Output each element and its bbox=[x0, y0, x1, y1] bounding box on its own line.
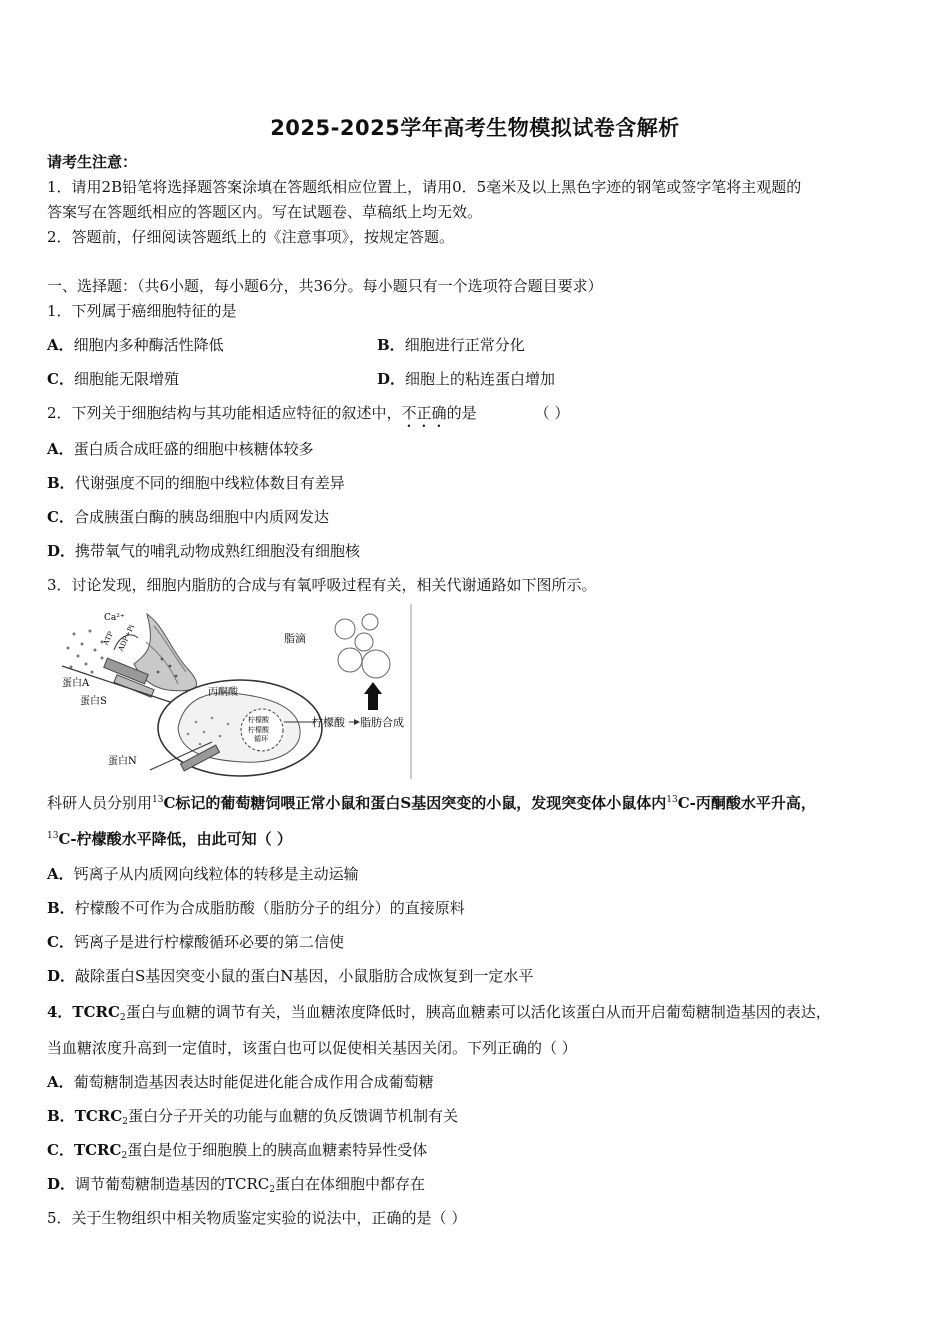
option-text: 细胞进行正常分化 bbox=[404, 336, 525, 354]
q3-body1-a: 科研人员分别用 bbox=[47, 794, 153, 812]
q1-stem: 1．下列属于癌细胞特征的是 bbox=[47, 302, 237, 320]
option-text: 携带氧气的哺乳动物成熟红细胞没有细胞核 bbox=[75, 542, 361, 560]
option-text-b: 蛋白是位于细胞膜上的胰高血糖素特异性受体 bbox=[127, 1141, 428, 1159]
option-label: B． bbox=[47, 899, 75, 917]
section-heading: 一、选择题：（共6小题，每小题6分，共36分。每小题只有一个选项符合题目要求） bbox=[47, 277, 603, 295]
option-label: A． bbox=[47, 1073, 74, 1091]
q3-body-line-2 bbox=[47, 829, 292, 849]
option-label: C． bbox=[47, 370, 74, 388]
option-label: C． bbox=[47, 1141, 74, 1159]
q4-option-d bbox=[47, 1174, 425, 1194]
option-text-b: 蛋白在体细胞中都存在 bbox=[275, 1175, 426, 1193]
q5-stem: 5．关于生物组织中相关物质鉴定实验的说法中，正确的是（ ） bbox=[47, 1209, 467, 1227]
citrate-outer-label: 柠檬酸 bbox=[312, 716, 345, 729]
option-text: 柠檬酸不可作为合成脂肪酸（脂肪分子的组分）的直接原料 bbox=[74, 899, 465, 917]
q2-stem-pre: 2．下列关于细胞结构与其功能相适应特征的叙述中， bbox=[47, 404, 402, 422]
q4-stem-line-2: 当血糖浓度升高到一定值时，该蛋白也可以促使相关基因关闭。下列正确的（ ） bbox=[47, 1039, 577, 1057]
option-text-a: TCRC bbox=[73, 1141, 122, 1159]
subscript: 2 bbox=[121, 1151, 128, 1161]
adp-label: ADP+Pi bbox=[116, 623, 137, 653]
option-text: 细胞上的粘连蛋白增加 bbox=[405, 370, 556, 388]
mitochondrion bbox=[158, 680, 322, 776]
isotope-superscript: 13 bbox=[666, 795, 678, 805]
notice-item-2: 2．答题前，仔细阅读答题纸上的《注意事项》，按规定答题。 bbox=[47, 228, 455, 246]
atp-label: ATP bbox=[101, 630, 116, 647]
protein-s-label: 蛋白S bbox=[80, 696, 107, 707]
q2-stem bbox=[47, 403, 569, 431]
cycle-label-line2: 循环 bbox=[254, 735, 268, 743]
option-text: 钙离子从内质网向线粒体的转移是主动运输 bbox=[73, 865, 359, 883]
q1-option-b bbox=[377, 335, 525, 355]
q2-stem-post: 的是 bbox=[446, 404, 477, 422]
q2-emphasis: 不正确 bbox=[401, 404, 447, 422]
q4-option-b bbox=[47, 1106, 458, 1126]
subscript: 2 bbox=[119, 1013, 126, 1023]
option-text-b: 蛋白分子开关的功能与血糖的负反馈调节机制有关 bbox=[127, 1107, 458, 1125]
option-label: D． bbox=[377, 370, 406, 388]
option-label: D． bbox=[47, 967, 76, 985]
q4-l1-b: 蛋白与血糖的调节有关，当血糖浓度降低时，胰高血糖素可以活化该蛋白从而开启葡萄糖制造基因的表达， bbox=[125, 1003, 831, 1021]
q3-stem: 3．讨论发现，细胞内脂肪的合成与有氧呼吸过程有关，相关代谢通路如下图所示。 bbox=[47, 576, 597, 594]
isotope-superscript: 13 bbox=[47, 831, 59, 841]
pyruvate-label: 丙酮酸 bbox=[208, 687, 238, 698]
q3-body1-c: C-丙酮酸水平升高， bbox=[677, 794, 816, 812]
option-text: 蛋白质合成旺盛的细胞中核糖体较多 bbox=[73, 440, 314, 458]
q2-option-c bbox=[47, 507, 329, 527]
option-text: 敲除蛋白S基因突变小鼠的蛋白N基因，小鼠脂肪合成恢复到一定水平 bbox=[75, 967, 534, 985]
option-label: A． bbox=[47, 440, 74, 458]
subscript: 2 bbox=[122, 1117, 128, 1127]
option-label: D． bbox=[47, 1175, 76, 1193]
metabolic-pathway-diagram bbox=[62, 604, 414, 779]
q4-option-a bbox=[47, 1072, 434, 1092]
lipid-droplet-label: 脂滴 bbox=[284, 632, 306, 645]
option-label: B． bbox=[47, 1107, 75, 1125]
option-text: 细胞能无限增殖 bbox=[73, 370, 179, 388]
protein-n-label: 蛋白N bbox=[108, 756, 137, 767]
q3-body2-a: C-柠檬酸水平降低，由此可知（ ） bbox=[58, 830, 292, 848]
q3-body1-b: C标记的葡萄糖饲喂正常小鼠和蛋白S基因突变的小鼠，发现突变体小鼠体内 bbox=[163, 794, 667, 812]
q1-option-a bbox=[47, 335, 224, 355]
option-label: A． bbox=[47, 865, 74, 883]
q3-body-line-1 bbox=[47, 793, 816, 813]
up-arrow-head bbox=[364, 682, 382, 694]
option-text: 细胞内多种酶活性降低 bbox=[73, 336, 224, 354]
option-text: 代谢强度不同的细胞中线粒体数目有差异 bbox=[74, 474, 345, 492]
subscript: 2 bbox=[269, 1185, 276, 1195]
fat-synthesis-label: 脂肪合成 bbox=[360, 716, 404, 729]
notice-item-1-line-1: 1．请用2B铅笔将选择题答案涂填在答题纸相应位置上，请用0．5毫米及以上黑色字迹的钢笔或签字笔将主观题的 bbox=[47, 178, 802, 196]
q4-l1-a: 4．TCRC bbox=[47, 1003, 120, 1021]
option-text: 钙离子是进行柠檬酸循环必要的第二信使 bbox=[73, 933, 344, 951]
up-arrow-shaft bbox=[368, 692, 378, 710]
option-label: B． bbox=[377, 336, 405, 354]
notice-heading: 请考生注意： bbox=[47, 153, 138, 171]
isotope-superscript: 13 bbox=[152, 795, 164, 805]
cycle-label-line1: 柠檬酸 bbox=[248, 726, 269, 734]
answer-paren: （ ） bbox=[534, 404, 570, 422]
q4-stem-line-1 bbox=[47, 1002, 831, 1022]
q3-option-b bbox=[47, 898, 465, 918]
lipid-droplets bbox=[335, 614, 390, 678]
q2-option-b bbox=[47, 473, 345, 493]
option-label: C． bbox=[47, 933, 74, 951]
q1-option-d bbox=[377, 369, 555, 389]
option-text-a: 调节葡萄糖制造基因的TCRC bbox=[75, 1175, 270, 1193]
option-label: B． bbox=[47, 474, 75, 492]
option-text: 葡萄糖制造基因表达时能促进化能合成作用合成葡萄糖 bbox=[73, 1073, 434, 1091]
page-title: 2025-2025学年高考生物模拟试卷含解析 bbox=[270, 116, 680, 140]
q4-option-c bbox=[47, 1140, 427, 1160]
option-text-a: TCRC bbox=[74, 1107, 123, 1125]
ion-dots bbox=[67, 630, 104, 674]
option-text: 合成胰蛋白酶的胰岛细胞中内质网发达 bbox=[73, 508, 329, 526]
option-label: D． bbox=[47, 542, 76, 560]
notice-item-1-line-2: 答案写在答题纸相应的答题区内。写在试题卷、草稿纸上均无效。 bbox=[47, 203, 483, 221]
option-label: A． bbox=[47, 336, 74, 354]
protein-a-label: 蛋白A bbox=[62, 678, 90, 689]
q3-option-c bbox=[47, 932, 344, 952]
q2-option-d bbox=[47, 541, 360, 561]
option-label: C． bbox=[47, 508, 74, 526]
q3-option-d bbox=[47, 966, 533, 986]
q3-option-a bbox=[47, 864, 359, 884]
ca-label: Ca²⁺ bbox=[104, 613, 125, 623]
citrate-inner-label: 柠檬酸 bbox=[248, 716, 269, 724]
q2-option-a bbox=[47, 439, 314, 459]
q1-option-c bbox=[47, 369, 179, 389]
